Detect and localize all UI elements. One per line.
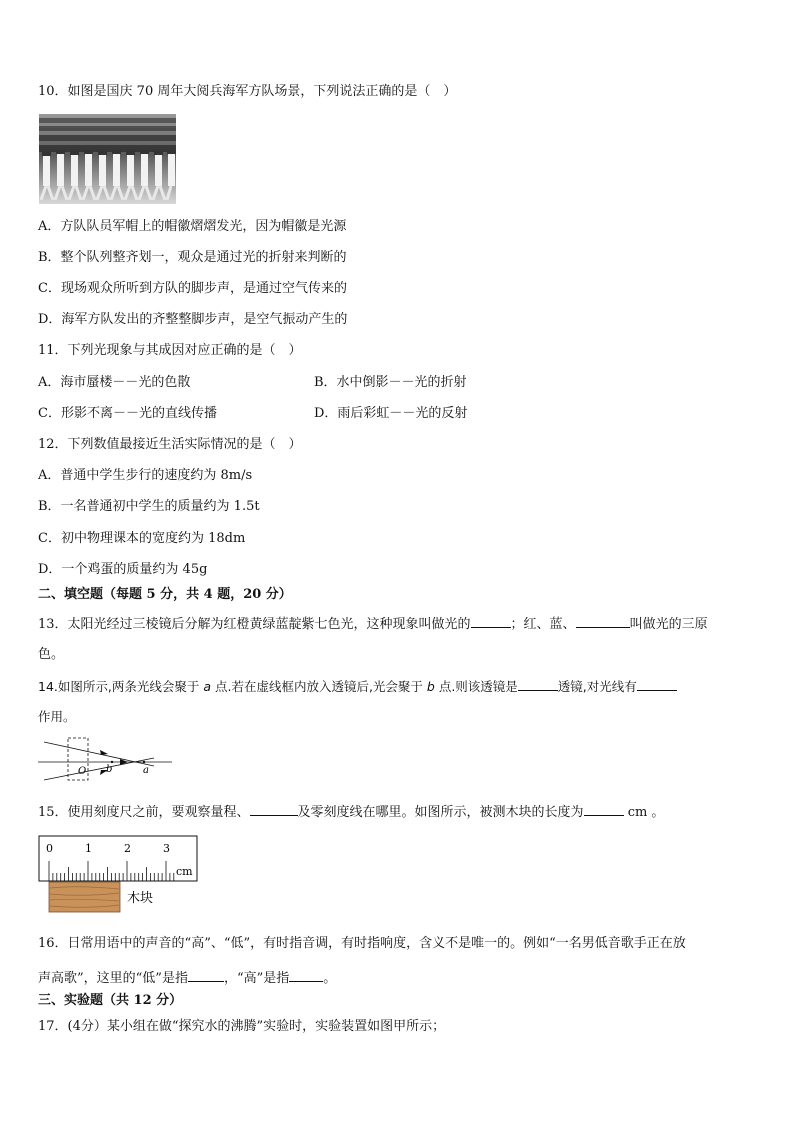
q16-text-3: 。 [323,971,337,986]
q13-text-2: ；红、蓝、 [510,617,576,632]
ruler-label-3: 3 [163,842,170,855]
section-3-heading: 三、实验题（共 12 分） [38,993,183,1008]
q11-option-b: B．水中倒影－－光的折射 [314,375,467,390]
q15-text-2: 及零刻度线在哪里。如图所示，被测木块的长度为 [297,805,584,820]
q12-option-a: A．普通中学生步行的速度约为 8m/s [38,468,253,483]
section-2-heading: 二、填空题（每题 5 分，共 4 题，20 分） [38,587,292,602]
ruler-label-0: 0 [46,842,53,855]
q15-text-1: 15．使用刻度尺之前，要观察量程、 [38,805,250,820]
q12-stem: 12．下列数值最接近生活实际情况的是（ ） [38,437,302,452]
wood-label: 木块 [127,891,154,906]
q14-text-4: 透镜,对光线有 [557,679,637,694]
q14-text-1: 14.如图所示,两条光线会聚于 [38,679,204,694]
upper-ray [44,742,154,766]
label-a: a [143,765,149,776]
q12-option-c: C．初中物理课本的宽度约为 18dm [38,531,246,546]
q11-option-c: C．形影不离－－光的直线传播 [38,406,217,421]
q13-blank-1[interactable] [471,613,511,628]
q16-text-2: ，“高”是指 [223,971,290,986]
q10-option-d: D．海军方队发出的齐整整脚步声，是空气振动产生的 [38,312,348,327]
q17-stem: 17．(4分）某小组在做“探究水的沸腾”实验时，实验装置如图甲所示； [38,1019,446,1034]
parade-photo [39,114,176,204]
q11-option-d: D．雨后彩虹－－光的反射 [314,406,468,421]
ruler-body [39,836,197,881]
q16-line-2 [38,967,336,988]
q14-text-2: 点.若在虚线框内放入透镜后,光会聚于 [211,679,427,694]
q14-point-b: b [426,679,435,694]
q10-stem: 10．如图是国庆 70 周年大阅兵海军方队场景，下列说法正确的是（ ） [38,84,457,99]
q13-text-3: 叫做光的三原 [629,617,708,632]
point-a-dot [143,761,145,763]
ruler-diagram [38,834,208,920]
q16-line-1: 16．日常用语中的声音的“高”、“低”，有时指音调，有时指响度，含义不是唯一的。例如“一名男低音歌手正在放 [38,936,686,951]
q11-stem: 11．下列光现象与其成因对应正确的是（ ） [38,343,302,358]
q13-line-1 [38,613,708,634]
q14-line-2: 作用。 [38,709,76,724]
q10-option-c: C．现场观众所听到方队的脚步声，是通过空气传来的 [38,281,347,296]
q12-option-d: D．一个鸡蛋的质量约为 45g [38,562,208,577]
q10-option-a: A．方队队员军帽上的帽徽熠熠发光，因为帽徽是光源 [38,219,347,234]
q14-line-1 [38,676,677,696]
ruler-label-1: 1 [85,842,92,855]
q10-option-b: B．整个队列整齐划一，观众是通过光的折射来判断的 [38,250,347,265]
q14-blank-2[interactable] [637,676,677,691]
q14-blank-1[interactable] [518,676,558,691]
q13-text-1: 13．太阳光经过三棱镜后分解为红橙黄绿蓝靛紫七色光，这种现象叫做光的 [38,617,471,632]
q11-option-a: A．海市蜃楼－－光的色散 [38,375,191,390]
q15-text-3: cm 。 [623,805,665,820]
label-b: b [106,764,113,775]
point-b-dot [111,761,113,763]
q12-option-b: B．一名普通初中学生的质量约为 1.5t [38,499,260,514]
q14-point-a: a [203,679,211,694]
lower-ray [44,758,154,780]
q15-line [38,801,664,822]
ruler-label-2: 2 [124,842,131,855]
lens-diagram [36,734,176,788]
upper-ray-arrow [100,750,108,755]
q16-text-1: 声高歌”，这里的“低”是指 [38,971,188,986]
q16-blank-1[interactable] [188,967,224,982]
q13-blank-2[interactable] [576,613,630,628]
q15-blank-2[interactable] [584,801,624,816]
q15-blank-1[interactable] [250,801,298,816]
label-o: O [78,766,87,777]
ruler-unit-label: cm [176,865,193,878]
q16-blank-2[interactable] [289,967,323,982]
q14-text-3: 点.则该透镜是 [434,679,518,694]
q13-line-2: 色。 [38,647,65,662]
